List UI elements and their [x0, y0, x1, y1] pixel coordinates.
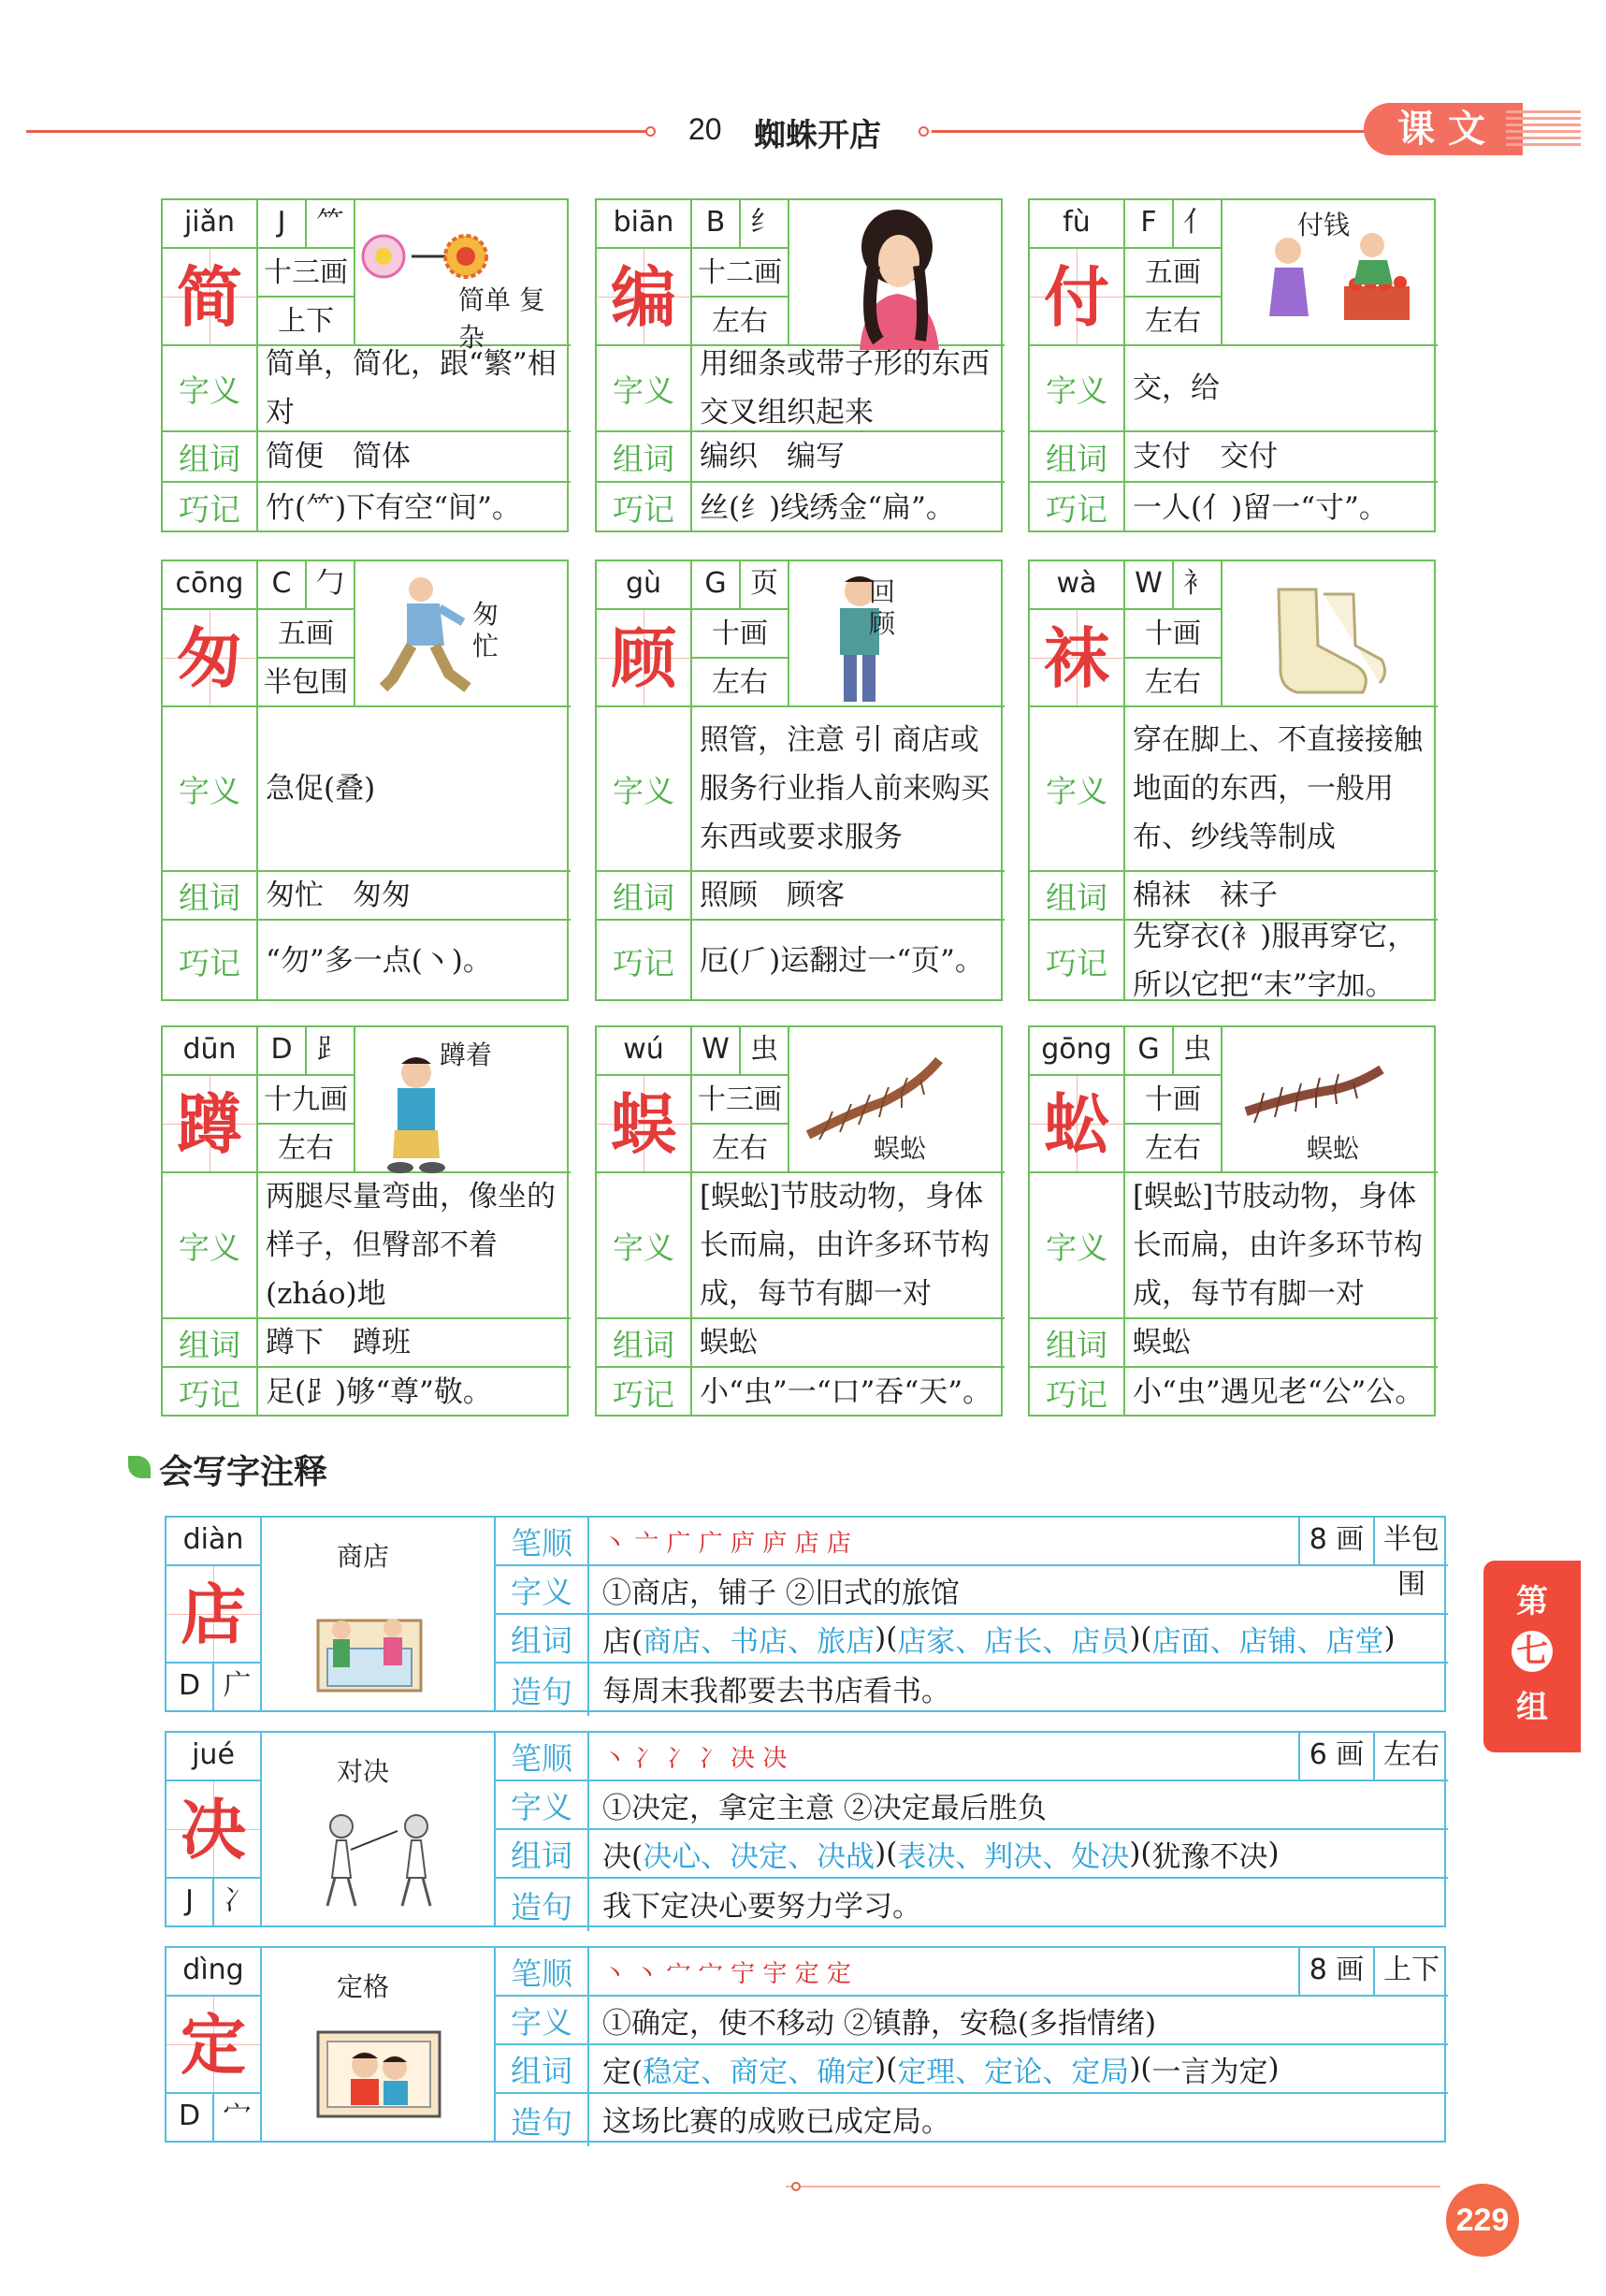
word-words_end: ) — [1267, 1837, 1280, 1870]
lesson-number: 20 — [688, 112, 722, 146]
word-words_g2: 店家、店长、店员 — [897, 1624, 1130, 1659]
word-words_g1: 稳定、商定、确定 — [643, 2055, 875, 2089]
word-words_end: ) — [1383, 1621, 1396, 1655]
label-meaning: 字义 — [597, 707, 692, 872]
mnemonic-text: 厄(⺁)运翻过一“页”。 — [700, 944, 984, 978]
word-words_mid2: )( — [1129, 1837, 1152, 1870]
label-words: 组词 — [496, 1830, 589, 1879]
radical: 虫 — [741, 1027, 789, 1076]
pinyin: jiǎn — [163, 200, 258, 249]
label-order: 笔顺 — [496, 1733, 589, 1781]
word-words_g1: 商店、书店、旅店 — [643, 1624, 875, 1659]
meaning-text: ①决定，拿定主意 ②决定最后胜负 — [589, 1781, 1448, 1830]
label-words: 组词 — [1030, 432, 1125, 483]
illustration — [808, 210, 986, 354]
words-text — [589, 2045, 1448, 2094]
label-words: 组词 — [597, 432, 692, 483]
lesson-title: 蜘蛛开店 — [754, 117, 881, 154]
radical: 虫 — [1174, 1027, 1223, 1076]
mnemonic-text: 小“虫”一“口”吞“天”。 — [700, 1375, 992, 1409]
structure: 上下 — [258, 298, 355, 346]
structure: 上下 — [1375, 1948, 1448, 1997]
word-words_g2: 表决、判决、处决 — [897, 1839, 1130, 1874]
word-words_prefix: 决( — [602, 1839, 644, 1874]
meaning-text: ①确定，使不移动 ②镇静，安稳(多指情绪) — [589, 1997, 1448, 2045]
label-meaning: 字义 — [496, 1566, 589, 1615]
words-text: 蜈蚣 — [692, 1319, 1005, 1368]
label-meaning: 字义 — [496, 1997, 589, 2045]
picture-caption: 定格 — [337, 1971, 390, 2002]
word-words_mid1: )( — [875, 2052, 898, 2085]
initial: D — [166, 1664, 214, 1712]
words-text — [589, 1615, 1448, 1664]
char-card-蹲 — [161, 1025, 569, 1417]
radical: 页 — [741, 561, 789, 610]
big-char: 袜 — [1030, 610, 1125, 707]
label-mnemonic: 巧记 — [1030, 1368, 1125, 1417]
label-meaning: 字义 — [163, 1173, 258, 1319]
radical: ⻊ — [307, 1027, 355, 1076]
words-text: 蹲下 蹲班 — [258, 1319, 571, 1368]
pinyin: fù — [1030, 200, 1125, 249]
words-text: 照顾 顾客 — [692, 872, 1005, 921]
pinyin: wà — [1030, 561, 1125, 610]
big-char: 决 — [166, 1781, 262, 1879]
picture-caption: 付钱 — [1297, 210, 1351, 240]
word-words_g3: 店面、店铺、店堂 — [1151, 1624, 1384, 1659]
mnemonic-text: 先穿衣(衤)服再穿它，所以它把“末”字加。 — [1133, 920, 1417, 1002]
label-words: 组词 — [163, 432, 258, 483]
pinyin: jué — [166, 1733, 262, 1781]
meaning-text: 照管，注意 引 商店或服务行业指人前来购买东西或要求服务 — [692, 707, 1005, 872]
initial: G — [692, 561, 741, 610]
meaning-text: 穿在脚上、不直接接触地面的东西，一般用布、纱线等制成 — [1125, 707, 1438, 872]
stroke-order: 丶 亠 广 广 庐 庐 店 店 — [589, 1518, 1300, 1566]
initial: F — [1125, 200, 1174, 249]
picture — [1223, 200, 1438, 346]
stroke-count: 8 画 — [1300, 1518, 1375, 1566]
radical: 冫 — [214, 1879, 262, 1927]
illustration — [309, 1583, 430, 1699]
header-rule-right — [932, 130, 1371, 133]
label-meaning: 字义 — [496, 1781, 589, 1830]
initial: J — [258, 200, 307, 249]
pinyin: gōng — [1030, 1027, 1125, 1076]
label-words: 组词 — [163, 1319, 258, 1368]
picture — [355, 561, 571, 707]
words-text: 支付 交付 — [1125, 432, 1438, 483]
badge-stripes — [1506, 110, 1581, 150]
label-mnemonic: 巧记 — [597, 1368, 692, 1417]
header-dot-right — [919, 126, 929, 137]
label-words: 组词 — [163, 872, 258, 921]
initial: B — [692, 200, 741, 249]
mnemonic-text: 丝(纟)线绣金“扁”。 — [700, 490, 955, 525]
word-words_g2: 定理、定论、定局 — [897, 2055, 1130, 2089]
sentence-text: 这场比赛的成败已成定局。 — [602, 2104, 950, 2139]
picture-caption: 蜈蚣 — [874, 1133, 927, 1164]
mnemonic-text: 一人(亻)留一“寸”。 — [1133, 490, 1388, 525]
label-meaning: 字义 — [163, 346, 258, 432]
structure: 半包围 — [1375, 1518, 1448, 1566]
pinyin: cōng — [163, 561, 258, 610]
word-words_mid1: )( — [875, 1621, 898, 1655]
picture — [262, 1733, 496, 1927]
structure: 左右 — [1125, 298, 1223, 346]
radical: 勹 — [307, 561, 355, 610]
char-card-简 — [161, 198, 569, 532]
label-mnemonic: 巧记 — [1030, 483, 1125, 532]
word-words_g3: 一言为定 — [1151, 2055, 1268, 2089]
stroke-count: 6 画 — [1300, 1733, 1375, 1781]
write-char-block-决 — [165, 1731, 1446, 1927]
page-number: 229 — [1446, 2184, 1519, 2257]
pinyin: diàn — [166, 1518, 262, 1566]
initial: C — [258, 561, 307, 610]
sentence-text: 每周末我都要去书店看书。 — [602, 1674, 950, 1708]
header-dot-left — [645, 126, 656, 137]
word-words_g1: 决心、决定、决战 — [643, 1839, 875, 1874]
strokes: 十三画 — [692, 1076, 789, 1125]
big-char: 蹲 — [163, 1076, 258, 1173]
words-text: 编织 编写 — [692, 432, 1005, 483]
picture-caption: 回顾 — [869, 576, 896, 639]
strokes: 十画 — [1125, 1076, 1223, 1125]
picture-caption: 匆忙 — [472, 599, 499, 661]
picture — [1223, 561, 1438, 707]
sentence-text: 我下定决心要努力学习。 — [602, 1889, 921, 1924]
side-tab-line3: 组 — [1516, 1689, 1548, 1726]
picture-caption: 对决 — [337, 1756, 390, 1787]
label-words: 组词 — [496, 2045, 589, 2094]
illustration — [309, 2013, 449, 2129]
word-words_mid2: )( — [1129, 2052, 1152, 2085]
label-meaning: 字义 — [163, 707, 258, 872]
char-card-付 — [1028, 198, 1436, 532]
picture — [262, 1948, 496, 2143]
mnemonic-text: 竹(⺮)下有空“间”。 — [266, 490, 521, 525]
radical: 衤 — [1174, 561, 1223, 610]
radical: 宀 — [214, 2094, 262, 2143]
label-mnemonic: 巧记 — [1030, 921, 1125, 1001]
mnemonic-text: “勿”多一点(丶)。 — [266, 944, 492, 978]
structure: 左右 — [1125, 659, 1223, 707]
structure: 左右 — [692, 298, 789, 346]
strokes: 十画 — [1125, 610, 1223, 659]
structure: 左右 — [258, 1125, 355, 1173]
initial: W — [692, 1027, 741, 1076]
label-sentence: 造句 — [496, 1879, 589, 1931]
big-char: 付 — [1030, 249, 1125, 346]
meaning-text: 两腿尽量弯曲，像坐的样子，但臀部不着(zháo)地 — [258, 1173, 571, 1319]
label-words: 组词 — [1030, 872, 1125, 921]
picture — [789, 200, 1005, 346]
strokes: 十九画 — [258, 1076, 355, 1125]
structure: 左右 — [1375, 1733, 1448, 1781]
side-tab-line1: 第 — [1516, 1583, 1548, 1620]
label-words: 组词 — [597, 872, 692, 921]
big-char: 蚣 — [1030, 1076, 1125, 1173]
word-words_mid1: )( — [875, 1837, 898, 1870]
strokes: 十画 — [692, 610, 789, 659]
words-text: 简便 简体 — [258, 432, 571, 483]
stroke-count: 8 画 — [1300, 1948, 1375, 1997]
radical: 亻 — [1174, 200, 1223, 249]
stroke-order: 丶 丶 宀 宀 宁 宇 定 定 — [589, 1948, 1300, 1997]
pinyin: dūn — [163, 1027, 258, 1076]
big-char: 匆 — [163, 610, 258, 707]
big-char: 定 — [166, 1997, 262, 2094]
char-card-蜈 — [595, 1025, 1003, 1417]
big-char: 顾 — [597, 610, 692, 707]
word-words_prefix: 店( — [602, 1624, 644, 1659]
picture — [1223, 1027, 1438, 1173]
char-card-袜 — [1028, 559, 1436, 1001]
strokes: 五画 — [258, 610, 355, 659]
label-meaning: 字义 — [597, 1173, 692, 1319]
initial: D — [166, 2094, 214, 2143]
meaning-text: 交，给 — [1125, 346, 1438, 432]
label-meaning: 字义 — [1030, 707, 1125, 872]
words-text: 棉袜 袜子 — [1125, 872, 1438, 921]
structure: 左右 — [692, 1125, 789, 1173]
label-mnemonic: 巧记 — [163, 1368, 258, 1417]
word-words_mid2: )( — [1129, 1621, 1152, 1655]
mnemonic-text: 足(⻊)够“尊”敬。 — [266, 1375, 492, 1409]
picture — [789, 561, 1005, 707]
radical: 纟 — [741, 200, 789, 249]
strokes: 十三画 — [258, 249, 355, 298]
radical: 广 — [214, 1664, 262, 1712]
big-char: 编 — [597, 249, 692, 346]
radical: ⺮ — [307, 200, 355, 249]
picture — [355, 1027, 571, 1173]
picture-caption: 简单 复杂 — [458, 284, 545, 353]
label-mnemonic: 巧记 — [597, 483, 692, 532]
meaning-text: 用细条或带子形的东西交叉组织起来 — [692, 346, 1005, 432]
word-words_prefix: 定( — [602, 2055, 644, 2089]
pinyin: dìng — [166, 1948, 262, 1997]
meaning-text: 急促(叠) — [258, 707, 571, 872]
initial: J — [166, 1879, 214, 1927]
word-words_end: ) — [1267, 2052, 1280, 2085]
picture — [355, 200, 571, 353]
label-mnemonic: 巧记 — [163, 921, 258, 1001]
mnemonic-text: 小“虫”遇见老“公”公。 — [1133, 1375, 1425, 1409]
label-meaning: 字义 — [597, 346, 692, 432]
big-char: 简 — [163, 249, 258, 346]
initial: D — [258, 1027, 307, 1076]
write-char-block-定 — [165, 1946, 1446, 2143]
words-text: 蜈蚣 — [1125, 1319, 1438, 1368]
structure: 半包围 — [258, 659, 355, 707]
side-tab-line2: 七 — [1512, 1631, 1553, 1672]
label-mnemonic: 巧记 — [597, 921, 692, 1001]
meaning-text: [蜈蚣]节肢动物，身体长而扁，由许多环节构成，每节有脚一对 — [1125, 1173, 1438, 1319]
big-char: 蜈 — [597, 1076, 692, 1173]
picture-caption: 蜈蚣 — [1307, 1133, 1360, 1164]
illustration — [309, 1798, 449, 1914]
meaning-text: ①商店，铺子 ②旧式的旅馆 — [589, 1566, 1448, 1615]
meaning-text: 简单，简化，跟“繁”相对 — [258, 346, 571, 432]
strokes: 十二画 — [692, 249, 789, 298]
label-meaning: 字义 — [1030, 346, 1125, 432]
label-words: 组词 — [1030, 1319, 1125, 1368]
label-words: 组词 — [496, 1615, 589, 1664]
char-card-顾 — [595, 559, 1003, 1001]
structure: 左右 — [692, 659, 789, 707]
char-card-蚣 — [1028, 1025, 1436, 1417]
words-text — [589, 1830, 1448, 1879]
pinyin: wú — [597, 1027, 692, 1076]
strokes: 五画 — [1125, 249, 1223, 298]
picture-caption: 商店 — [337, 1541, 390, 1572]
stroke-order: 丶 冫 冫 冫 决 决 — [589, 1733, 1300, 1781]
pinyin: biān — [597, 200, 692, 249]
footer-dot — [791, 2182, 801, 2191]
picture — [262, 1518, 496, 1712]
char-card-匆 — [161, 559, 569, 1001]
initial: G — [1125, 1027, 1174, 1076]
write-section-title: 会写字注释 — [159, 1453, 328, 1491]
picture — [789, 1027, 1005, 1173]
label-meaning: 字义 — [1030, 1173, 1125, 1319]
label-order: 笔顺 — [496, 1518, 589, 1566]
leaf-icon — [128, 1456, 151, 1478]
header-rule-left — [26, 130, 651, 133]
label-order: 笔顺 — [496, 1948, 589, 1997]
meaning-text: [蜈蚣]节肢动物，身体长而扁，由许多环节构成，每节有脚一对 — [692, 1173, 1005, 1319]
picture-caption: 蹲着 — [440, 1039, 493, 1070]
section-badge: 课文 — [1364, 103, 1523, 155]
pinyin: gù — [597, 561, 692, 610]
illustration — [1241, 580, 1391, 705]
label-sentence: 造句 — [496, 2094, 589, 2146]
big-char: 店 — [166, 1566, 262, 1664]
label-sentence: 造句 — [496, 1664, 589, 1716]
illustration — [365, 571, 486, 705]
structure: 左右 — [1125, 1125, 1223, 1173]
word-words_g3: 犹豫不决 — [1151, 1839, 1268, 1874]
footer-rule — [786, 2186, 1440, 2187]
unit-side-tab — [1483, 1561, 1581, 1752]
words-text: 匆忙 匆匆 — [258, 872, 571, 921]
initial: W — [1125, 561, 1174, 610]
label-mnemonic: 巧记 — [163, 483, 258, 532]
write-char-block-店 — [165, 1516, 1446, 1712]
label-words: 组词 — [597, 1319, 692, 1368]
char-card-编 — [595, 198, 1003, 532]
